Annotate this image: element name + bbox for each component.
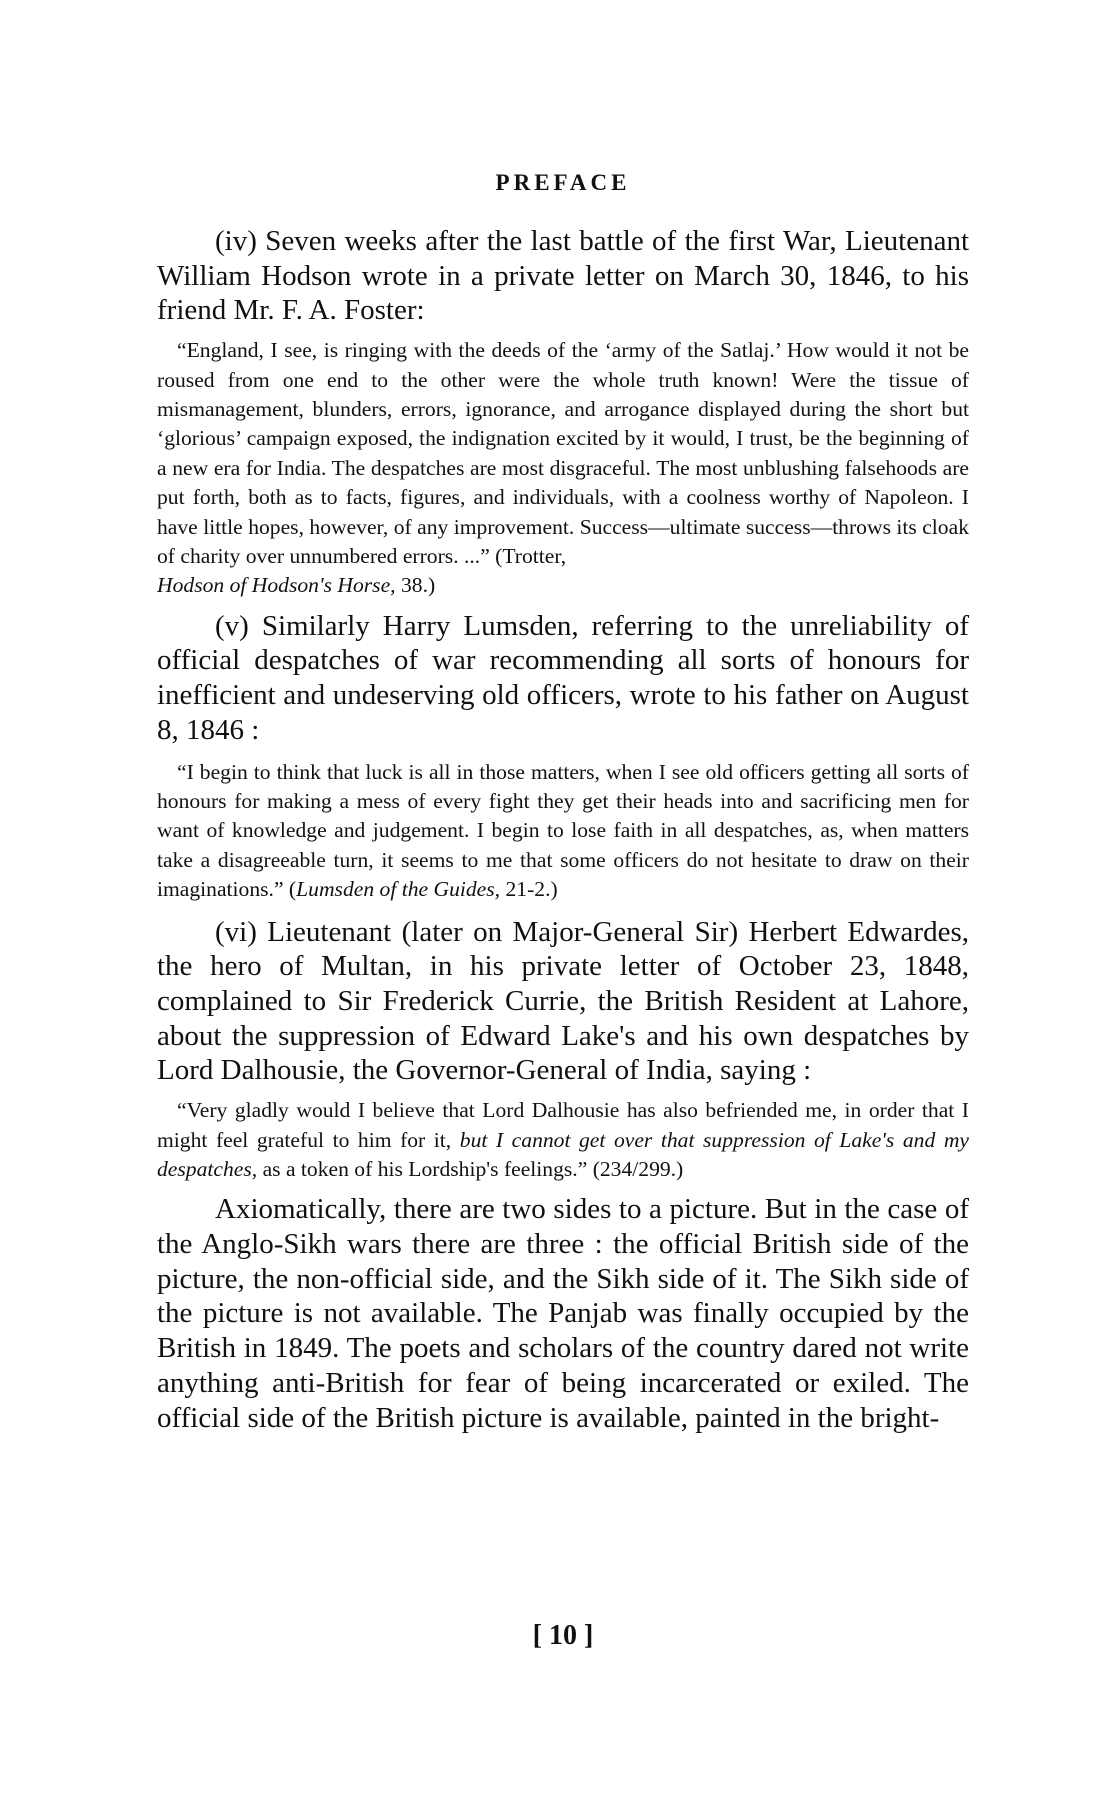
page-title: PREFACE (495, 170, 631, 195)
paragraph-closing: Axiomatically, there are two sides to a picture. But in the case of the Anglo-Sikh wars there are three : the official British side of the picture, the non-official side, and the Sikh side of it. The Sikh side of the picture is not available. The Panjab was finally occupied by the British in 1849. The poets and scholars of the country dared not write anything anti-British for fear of being incarcerated or exiled. The official side of the British picture is available, painted in the bright- (157, 1193, 969, 1434)
paragraph-vi: (vi) Lieutenant (later on Major-General Sir) Herbert Edwardes, the hero of Multan, in his private letter of October 23, 1848, complained to Sir Frederick Currie, the British Resident at Lahore, about the suppression of Edward Lake's and his own despatches by Lord Dalhousie, the Governor-General of India, saying : (157, 915, 969, 1087)
quote-edwardes-text-tail: as a token of his Lordship's feelings.” (234/299.) (262, 1156, 684, 1181)
quote-lumsden-citation: Lumsden of the Guides, (296, 877, 501, 902)
quote-lumsden-citation-tail: 21-2.) (505, 877, 558, 902)
page-number: [ 10 ] (532, 1620, 594, 1651)
quote-edwardes-text: “Very gladly would I believe that Lord Dalhousie has also befriended me, in order that I might feel grateful to him for it, (157, 1098, 969, 1152)
paragraph-iv: (iv) Seven weeks after the last battle of the first War, Lieutenant William Hodson wrote in a private letter on March 30, 1846, to his friend Mr. F. A. Foster: (157, 225, 969, 327)
quote-hodson (157, 336, 969, 601)
paragraph-v: (v) Similarly Harry Lumsden, referring to the unreliability of official despatches of war recommending all sorts of honours for inefficient and undeserving old officers, wrote to his father on August 8, 1846 : (157, 609, 969, 746)
quote-hodson-citation: Hodson of Hodson's Horse, (157, 573, 396, 598)
quote-lumsden (157, 758, 969, 905)
page-body (157, 170, 969, 1435)
quote-edwardes-emphasis: but I cannot get over that suppression of Lake's and my despatches, (157, 1127, 970, 1181)
quote-lumsden-text: “I begin to think that luck is all in those matters, when I see old officers getting all sorts of honours for making a mess of every fight they get their heads into and sacrificing men for want of knowledge and judgement. I begin to lose faith in all despatches, as, when matters take a disagreeable turn, it seems to me that some officers do not hesitate to draw on their imaginations.” ( (157, 759, 969, 902)
quote-hodson-text: “England, I see, is ringing with the deeds of the ‘army of the Satlaj.’ How would it not be roused from one end to the other were the whole truth known! Were the tissue of mismanagement, blunders, errors, ignorance, and arrogance displayed during the short but ‘glorious’ campaign exposed, the indignation excited by it would, I trust, be the beginning of a new era for India. The despatches are most disgraceful. The most unblushing falsehoods are put forth, both as to facts, figures, and individuals, with a coolness worthy of Napoleon. I have little hopes, however, of any improvement. Success—ultimate success—throws its cloak of charity over unnumbered errors. ...” (Trotter, (157, 338, 969, 568)
quote-hodson-citation-tail: 38.) (400, 573, 436, 598)
quote-edwardes (157, 1096, 969, 1184)
